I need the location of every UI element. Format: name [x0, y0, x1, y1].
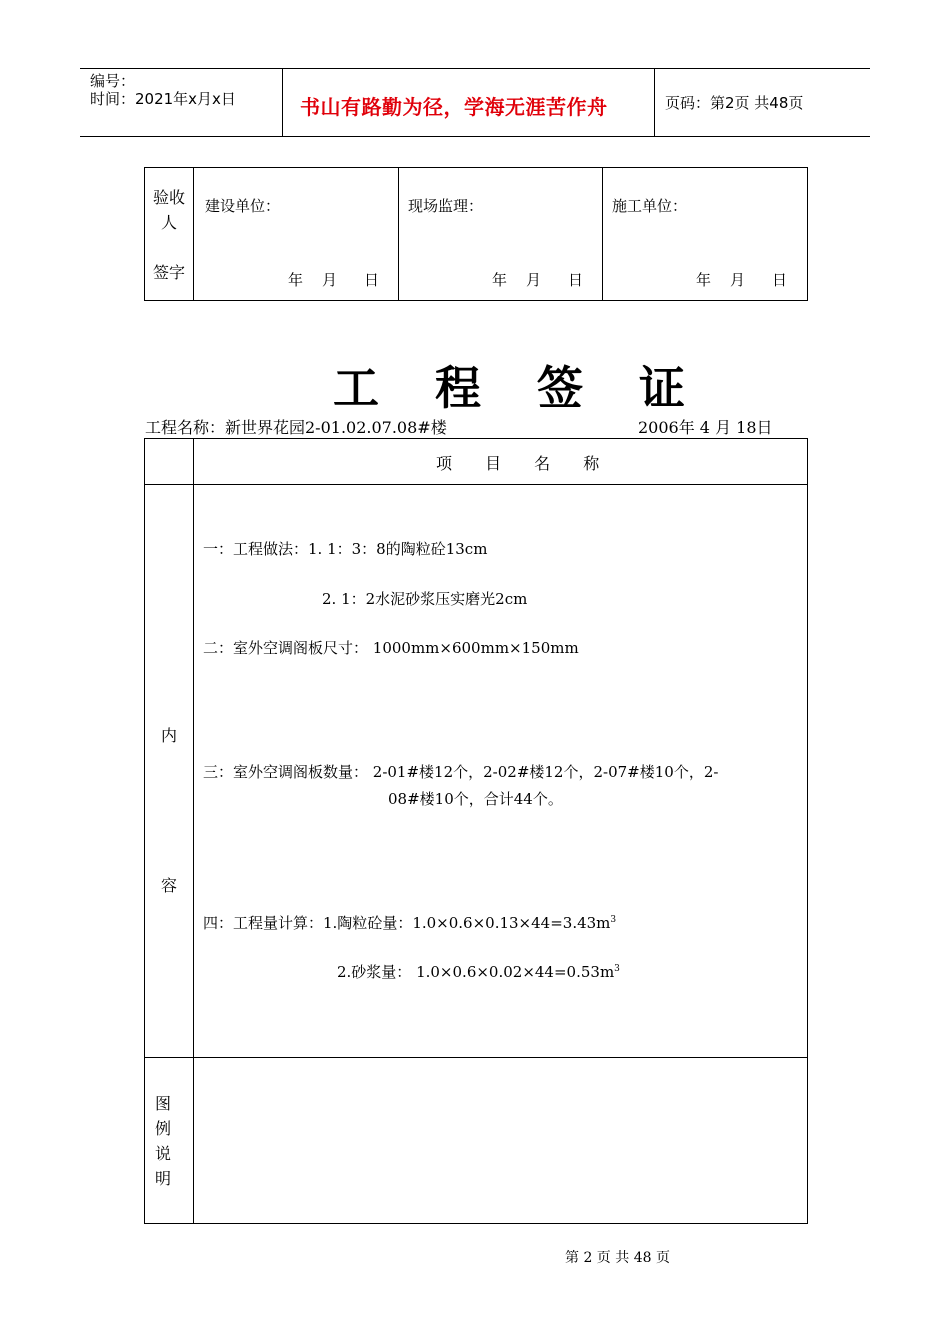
header-motto: 书山有路勤为径，学海无涯苦作舟	[300, 95, 608, 119]
document-date: 2006年 4 月 18日	[638, 418, 773, 437]
date-month: 月	[730, 271, 746, 289]
header-divider	[282, 68, 283, 136]
content-line: 08#楼10个，合计44个。	[388, 790, 563, 808]
legend-label: 例	[155, 1119, 172, 1138]
header-number-label: 编号：	[90, 72, 136, 90]
content-line: 一：工程做法：1. 1：3：8的陶粒砼13cm	[203, 540, 488, 558]
date-month: 月	[526, 271, 542, 289]
header-divider	[654, 68, 655, 136]
date-day: 日	[364, 271, 380, 289]
content-label: 容	[161, 876, 178, 895]
unit-superscript: 3	[614, 964, 620, 974]
content-line	[203, 913, 616, 933]
content-label: 内	[161, 726, 178, 745]
page-footer: 第 2 页 共 48 页	[565, 1250, 670, 1266]
content-line: 二：室外空调阁板尺寸： 1000mm×600mm×150mm	[203, 639, 579, 657]
content-line: 2. 1：2水泥砂浆压实磨光2cm	[322, 590, 528, 608]
legend-label: 明	[155, 1169, 172, 1188]
date-year: 年	[288, 271, 304, 289]
unit-superscript: 3	[610, 915, 617, 925]
content-line: 三：室外空调阁板数量： 2-01#楼12个，2-02#楼12个，2-07#楼10个，2-	[203, 763, 719, 781]
owner-unit-label: 建设单位：	[205, 197, 281, 215]
acceptance-label: 人	[161, 213, 178, 232]
signature-label: 签字	[153, 263, 186, 282]
project-name: 工程名称：新世界花园2-01.02.07.08#楼	[145, 418, 447, 437]
header-bottom-rule	[80, 136, 870, 137]
calc-text: 四：工程量计算：1.陶粒砼量：1.0×0.6×0.13×44=3.43m	[203, 914, 611, 932]
content-line	[337, 962, 620, 982]
table-divider	[193, 167, 194, 301]
table-rule	[144, 1057, 808, 1058]
table-divider	[398, 167, 399, 301]
supervisor-label: 现场监理：	[408, 197, 484, 215]
item-name-header: 项 目 名 称	[436, 454, 614, 473]
date-day: 日	[568, 271, 584, 289]
header-time-label: 时间：2021年x月x日	[90, 90, 236, 108]
header-top-rule	[80, 68, 870, 69]
date-day: 日	[772, 271, 788, 289]
legend-label: 图	[155, 1094, 172, 1113]
acceptance-label: 验收	[153, 188, 186, 207]
date-year: 年	[696, 271, 712, 289]
date-month: 月	[322, 271, 338, 289]
legend-label: 说	[155, 1144, 172, 1163]
page-title: 工程签证	[333, 361, 741, 415]
date-year: 年	[492, 271, 508, 289]
table-divider	[602, 167, 603, 301]
table-rule	[144, 484, 808, 485]
calc-text: 2.砂浆量： 1.0×0.6×0.02×44=0.53m	[337, 963, 615, 981]
contractor-label: 施工单位：	[612, 197, 688, 215]
table-divider	[193, 438, 194, 1224]
header-page-label: 页码：第2页 共48页	[665, 94, 804, 112]
